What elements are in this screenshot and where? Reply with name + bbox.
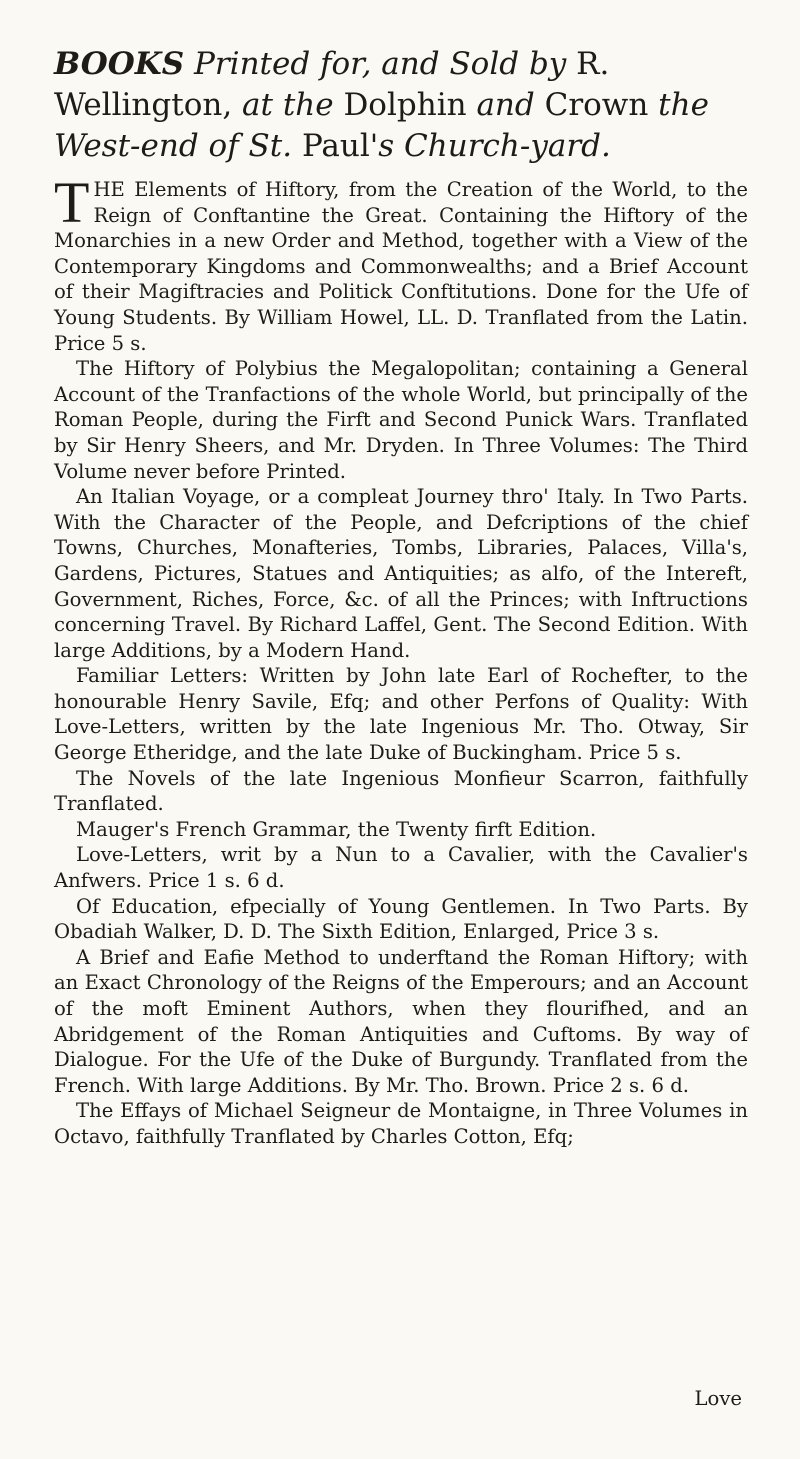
heading-dolphin: Dolphin <box>343 87 477 123</box>
heading-paul: Paul <box>301 128 370 164</box>
heading-church-yard: 's Church-yard. <box>369 128 611 164</box>
book-entry-italian-voyage <box>54 484 748 663</box>
entry-text: A Brief and Eafie Method to underftand the Roman Hiftory; with an Exact Chronology of the Reigns of the Emperours; and an Account of the moft Eminent Authors, when they flourifhed, and an Abridgement of the Roman Antiquities and Cuftoms. By way of Dialogue. For the Ufe of the Duke of Burgundy. Tranflated from the French. With large Additions. By Mr. Tho. Brown. Price 2 s. 6 d. <box>54 945 748 1097</box>
entry-text: The Effays of Michael Seigneur de Montaigne, in Three Volumes in Octavo, faithfully Tranflated by Charles Cotton, Efq; <box>54 1099 748 1148</box>
book-entry-maugers-grammar <box>54 817 748 843</box>
heading-at-the: at the <box>242 87 344 123</box>
entry-text: An Italian Voyage, or a compleat Journey thro' Italy. In Two Parts. With the Character of the People, and Defcriptions of the chief Towns, Churches, Monafteries, Tombs, Libraries, Palaces, Villa's, Gardens, Pictures, Statues and Antiquities; as alfo, of the Intereft, Government, Riches, Force, &c. of all the Princes; with Inftructions concerning Travel. By Richard Laffel, Gent. The Second Edition. With large Additions, by a Modern Hand. <box>54 485 748 662</box>
entry-text: Familiar Letters: Written by John late Earl of Rochefter, to the honourable Henry Savile, Efq; and other Perfons of Quality: With Love-Letters, written by the late Ingenious Mr. Tho. Otway, Sir George Etheridge, and the late Duke of Buckingham. Price 5 s. <box>54 664 748 765</box>
book-entry-elements-of-history <box>54 170 748 356</box>
book-entry-montaigne-essays <box>54 1098 748 1149</box>
drop-cap: T <box>54 170 90 235</box>
book-entry-love-letters <box>54 842 748 893</box>
entry-text: Love-Letters, writ by a Nun to a Cavalier, with the Cavalier's Anfwers. Price 1 s. 6 d. <box>54 843 748 893</box>
heading-crown: Crown <box>544 87 659 123</box>
heading-printed-for: Printed for, and Sold by <box>184 46 577 82</box>
catchword: Love <box>694 1387 742 1410</box>
entry-text: Of Education, efpecially of Young Gentlemen. In Two Parts. By Obadiah Walker, D. D. The Sixth Edition, Enlarged, Price 3 s. <box>54 894 748 944</box>
entry-text: The Novels of the late Ingenious Monfieur Scarron, faithfully Tranflated. <box>54 766 748 816</box>
heading-west-end: the West-end of St. <box>54 87 709 164</box>
heading-and: and <box>476 87 545 123</box>
book-entry-roman-history <box>54 945 748 1099</box>
entry-text: HE Elements of Hiftory, from the Creation of the World, to the Reign of Conftantine the Great. Containing the Hiftory of the Monarchies in a new Order and Method, together with a View of the Contemporary Kingdoms and Commonwealths; and a Brief Account of their Magiftracies and Politick Conftitutions. Done for the Ufe of Young Students. By William Howel, LL. D. Tranflated from the Latin. Price 5 s. <box>54 178 748 355</box>
heading-books: BOOKS <box>54 46 185 82</box>
book-entry-scarron-novels <box>54 766 748 817</box>
book-entry-of-education <box>54 894 748 945</box>
heading-publisher: R. Wellington, <box>54 46 610 123</box>
entry-text: The Hiftory of Polybius the Megalopolitan; containing a General Account of the Tranfactions of the whole World, but principally of the Roman People, during the Firft and Second Punick Wars. Tranflated by Sir Henry Sheers, and Mr. Dryden. In Three Volumes: The Third Volume never before Printed. <box>54 357 748 483</box>
book-entry-polybius <box>54 356 748 484</box>
entry-text: Mauger's French Grammar, the Twenty firft Edition. <box>76 817 597 841</box>
page-heading <box>54 44 748 167</box>
book-entry-familiar-letters <box>54 663 748 765</box>
